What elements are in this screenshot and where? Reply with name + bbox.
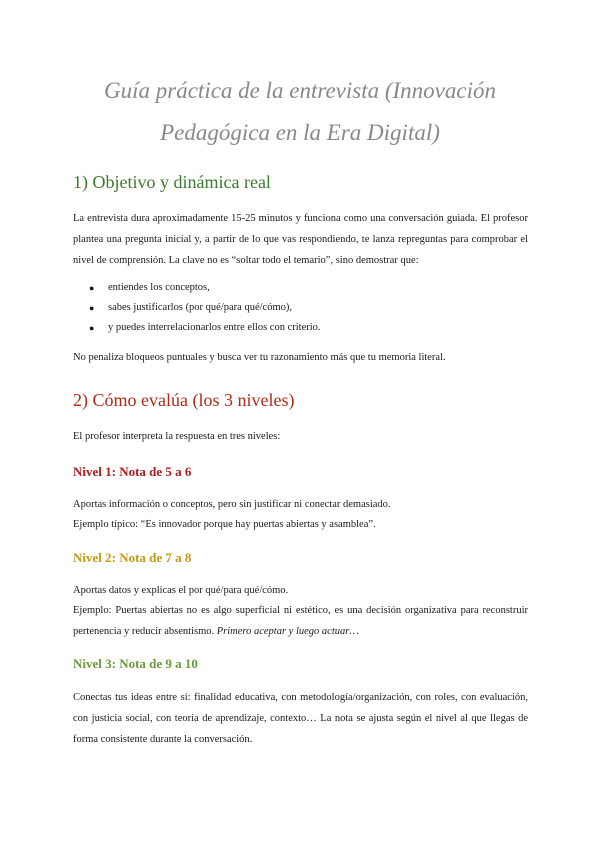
- list-item: [73, 278, 528, 298]
- section-1-bullet-list: [73, 278, 528, 338]
- level-1-example: Ejemplo típico: “Es innovador porque hay puertas abiertas y asamblea”.: [73, 519, 376, 530]
- level-3-heading: Nivel 3: Nota de 9 a 10: [73, 656, 198, 671]
- section-1-closing: No penaliza bloqueos puntuales y busca ver tu razonamiento más que tu memoria literal.: [73, 352, 446, 363]
- bullet-icon: ●: [89, 303, 95, 313]
- title-line-1: Guía práctica de la entrevista (Innovación: [104, 78, 496, 103]
- section-1-heading: 1) Objetivo y dinámica real: [73, 172, 271, 192]
- level-1-heading: Nivel 1: Nota de 5 a 6: [73, 464, 192, 479]
- list-item-text: y puedes interrelacionarlos entre ellos con criterio.: [108, 322, 321, 333]
- bullet-icon: ●: [89, 283, 95, 293]
- level-1-description: Aportas información o conceptos, pero sin justificar ni conectar demasiado.: [73, 499, 391, 510]
- document-title: [40, 70, 560, 154]
- level-2-heading: Nivel 2: Nota de 7 a 8: [73, 550, 192, 565]
- level-2-example-italic: Primero aceptar y luego actuar…: [216, 626, 359, 637]
- section-2-intro: El profesor interpreta la respuesta en tres niveles:: [73, 431, 281, 442]
- list-item: [73, 318, 528, 338]
- list-item-text: entiendes los conceptos,: [108, 282, 210, 293]
- list-item: [73, 298, 528, 318]
- title-line-2: Pedagógica en la Era Digital): [160, 120, 440, 145]
- level-2-description: Aportas datos y explicas el por qué/para qué/cómo.: [73, 585, 289, 596]
- list-item-text: sabes justificarlos (por qué/para qué/cómo),: [108, 302, 292, 313]
- bullet-icon: ●: [89, 323, 95, 333]
- level-3-description: Conectas tus ideas entre sí: finalidad educativa, con metodología/organización, con roles, con evaluación, con justicia social, con teoría de aprendizaje, contexto… La nota se ajusta según el nivel al que llegas de forma consistente durante la conversación.: [73, 692, 528, 745]
- level-2-example: [73, 600, 528, 642]
- level-2-example-text: Ejemplo: Puertas abiertas no es algo superficial ni estético, es una decisión organizativa para reconstruir pertenencia y reducir absentismo.: [73, 605, 528, 637]
- section-1-intro: La entrevista dura aproximadamente 15-25 minutos y funciona como una conversación guiada. El profesor plantea una pregunta inicial y, a partir de lo que vas respondiendo, te lanza repreguntas para comprobar el nivel de comprensión. La clave no es “soltar todo el temario”, sino demostrar que:: [73, 213, 528, 266]
- section-2-heading: 2) Cómo evalúa (los 3 niveles): [73, 390, 295, 410]
